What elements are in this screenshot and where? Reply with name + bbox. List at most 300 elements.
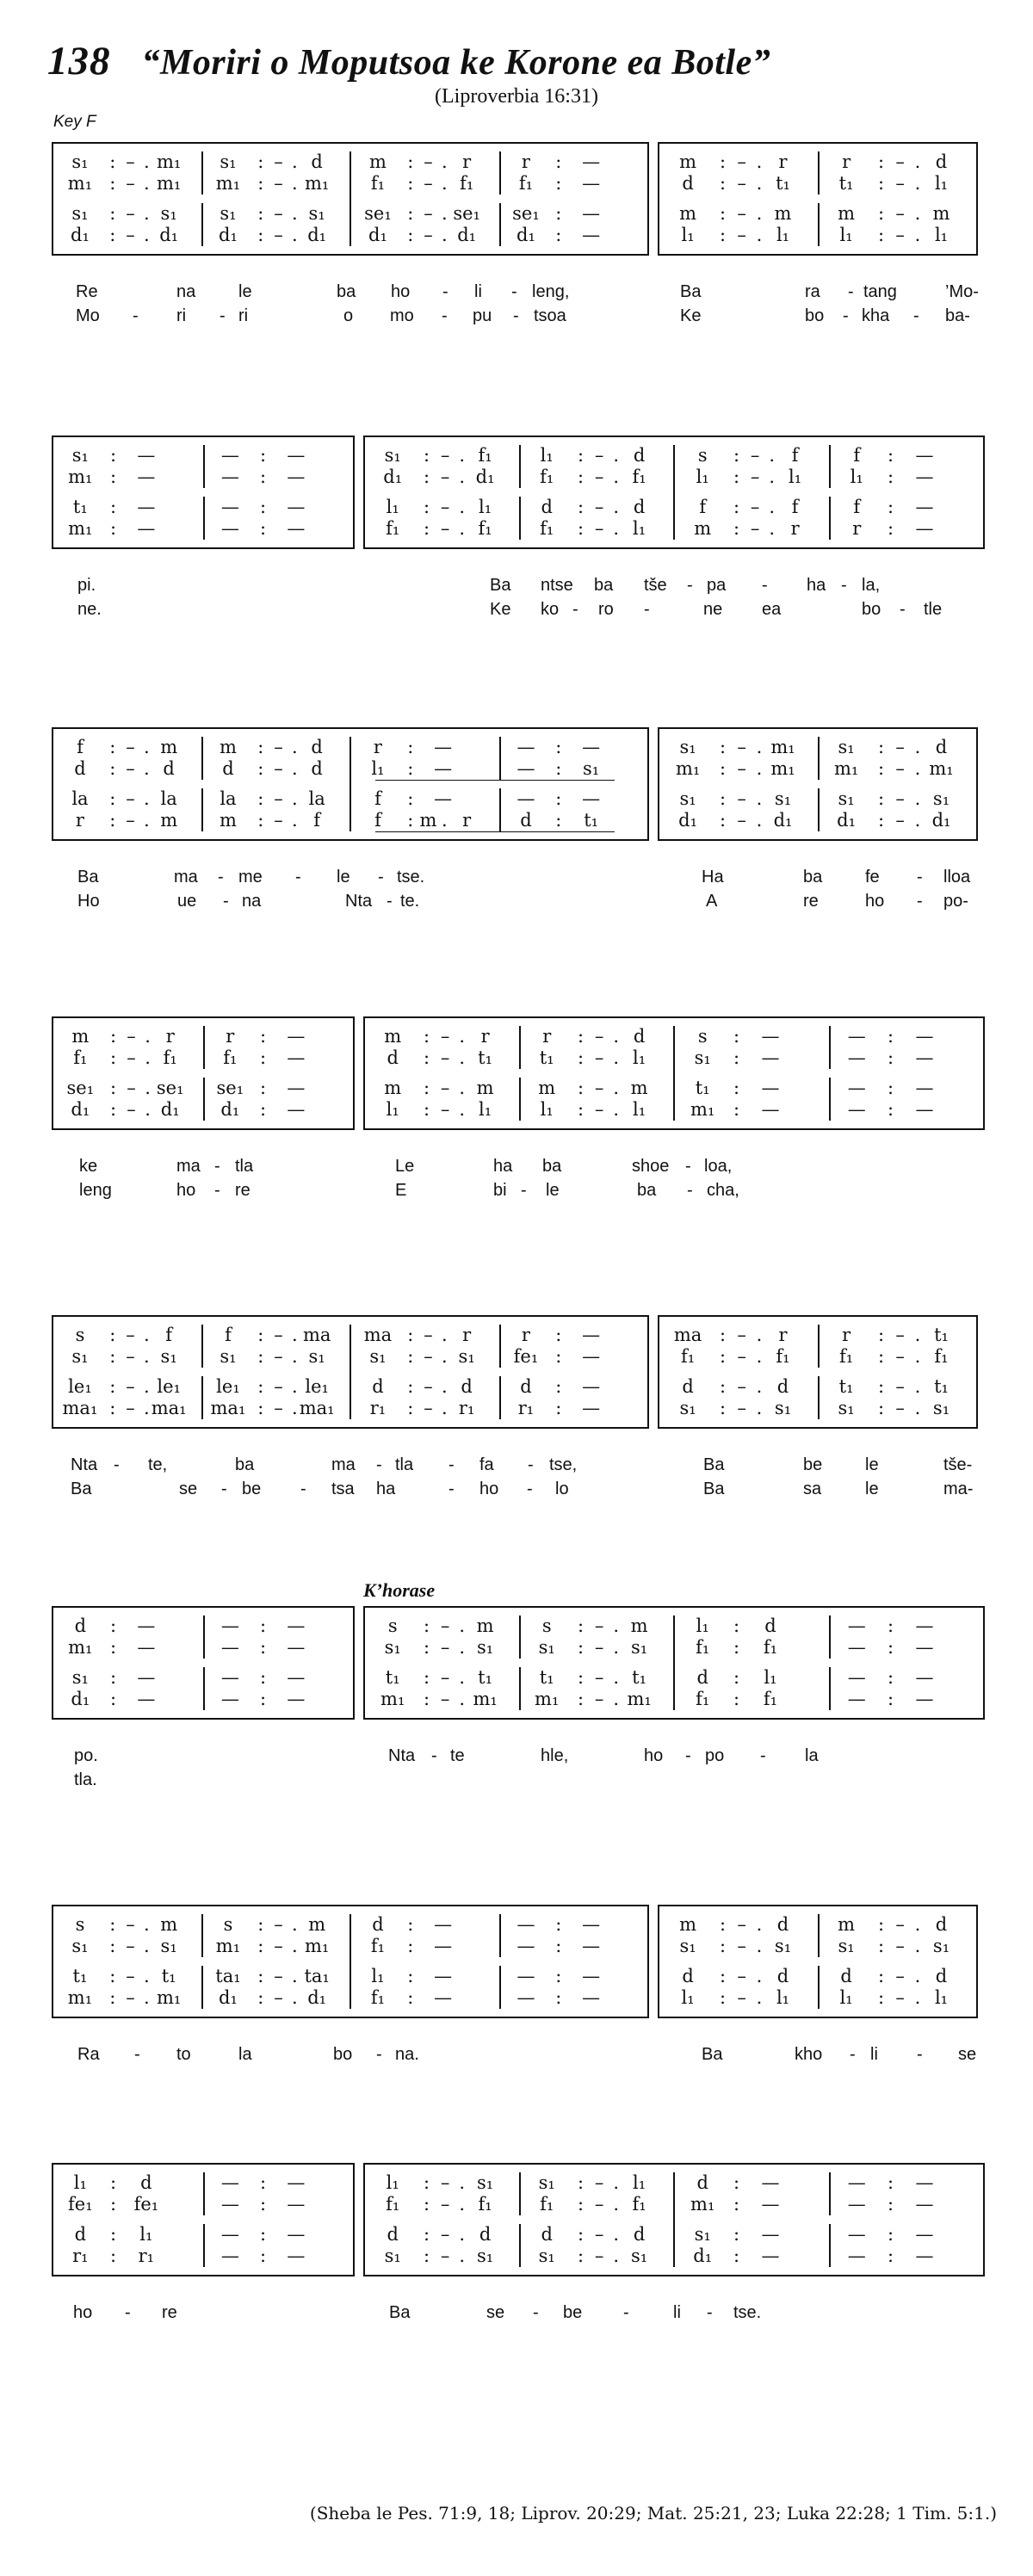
note-token: s₁ (694, 2224, 711, 2245)
note-token: f₁ (540, 2194, 554, 2215)
note-token: d (633, 1026, 646, 1047)
note-token: — (582, 225, 601, 245)
note-token: – (274, 1936, 283, 1956)
voice-pair (829, 1078, 983, 1121)
measure-cell (519, 445, 675, 540)
note-token: t₁ (539, 1047, 554, 1068)
note-token: – (895, 151, 905, 172)
lyric-syllable: ba (594, 576, 614, 595)
note-token: fe₁ (68, 2194, 93, 2215)
note-token: – (126, 758, 135, 779)
voice-row (829, 2224, 983, 2246)
note-token: — (761, 2246, 780, 2266)
note-token: l₁ (696, 1615, 709, 1636)
voice-row (519, 1637, 673, 1659)
voice-row (201, 788, 349, 810)
voice-row (365, 2172, 519, 2194)
measure-cell (201, 151, 351, 246)
note-token: . (292, 1987, 298, 2008)
note-token: l₁ (776, 1987, 790, 2008)
voice-row (351, 737, 499, 758)
note-token: : (260, 1637, 267, 1658)
lyric-syllable: me (238, 868, 263, 886)
voice-row (201, 1325, 349, 1346)
note-token: f₁ (478, 2194, 492, 2215)
voice-pair (53, 2172, 205, 2215)
lyric-syllable: be (242, 1480, 262, 1498)
voice-pair (499, 788, 647, 831)
note-token: d (541, 497, 553, 517)
lyric-syllable: tše (644, 576, 667, 595)
note-token: – (594, 466, 604, 487)
note-token: s₁ (679, 1936, 696, 1956)
lyric-syllable: Ra (77, 2045, 100, 2064)
voice-pair (499, 1966, 647, 2009)
voice-pair (829, 1615, 983, 1659)
hymn-number: 138 (47, 39, 111, 83)
note-token: – (127, 1078, 136, 1098)
voice-row (818, 1966, 976, 1987)
note-token: : (257, 173, 264, 194)
note-token: . (144, 1325, 150, 1345)
measure-cell (829, 2172, 983, 2267)
lyric-syllable: - (134, 2045, 140, 2064)
note-token: – (895, 225, 905, 245)
note-token: : (424, 497, 430, 517)
system-boxes (52, 436, 990, 549)
note-token: — (434, 1987, 453, 2008)
note-token: : (555, 1325, 562, 1345)
note-token: – (594, 1615, 604, 1636)
note-token: . (914, 810, 921, 831)
note-token: s (697, 1026, 708, 1047)
lyric-syllable: tse, (549, 1455, 578, 1474)
voice-row (675, 518, 829, 540)
lyric-syllable: te. (400, 892, 420, 911)
note-token: m₁ (675, 758, 701, 779)
lyric-syllable: ba (637, 1181, 657, 1200)
voice-row (53, 2194, 203, 2215)
voice-pair (365, 1615, 521, 1659)
note-token: : (888, 1078, 894, 1098)
lyric-syllable: le (337, 868, 350, 886)
voice-row (201, 810, 349, 831)
measure-cell (675, 1026, 829, 1121)
system-boxes (52, 1905, 990, 2018)
note-token: . (756, 1376, 763, 1397)
note-token: : (257, 788, 264, 809)
note-token: t₁ (161, 1966, 176, 1986)
voice-pair (201, 737, 349, 780)
voice-row (53, 758, 201, 780)
voice-pair (499, 1325, 647, 1368)
voice-row (675, 1047, 829, 1069)
note-token: : (733, 1689, 740, 1709)
voice-pair (53, 1376, 203, 1419)
note-token: ta₁ (215, 1966, 241, 1986)
voice-row (499, 1346, 647, 1368)
phrase-box (363, 2163, 985, 2276)
measure-cell (365, 1615, 519, 1710)
note-token: — (220, 2246, 239, 2266)
note-token: : (733, 1078, 740, 1098)
note-token: d (372, 1376, 384, 1397)
note-token: s₁ (220, 151, 237, 172)
note-token: r (790, 518, 800, 539)
voice-row (53, 518, 203, 540)
lyrics-line (52, 1181, 1033, 1203)
note-token: – (737, 225, 746, 245)
note-token: d (163, 758, 175, 779)
lyric-syllable: be (803, 1455, 823, 1474)
note-token: s₁ (477, 2172, 494, 2193)
note-token: – (737, 1936, 746, 1956)
lyric-syllable: ba- (945, 306, 970, 325)
lyric-syllable: - (387, 892, 393, 911)
note-token: r (842, 1325, 851, 1345)
voice-pair (351, 203, 501, 246)
voice-row (365, 1637, 519, 1659)
note-token: . (756, 1966, 763, 1986)
note-token: . (756, 1914, 763, 1935)
note-token: : (424, 2172, 430, 2193)
voice-row (351, 1398, 499, 1419)
note-token: . (459, 1047, 466, 1068)
lyric-syllable: - (685, 1157, 691, 1176)
note-token: . (769, 497, 776, 517)
note-token: t₁ (72, 497, 88, 517)
note-token: m (384, 1026, 402, 1047)
lyric-syllable: bo (333, 2045, 353, 2064)
lyric-syllable: be (563, 2303, 583, 2322)
note-token: – (594, 2224, 604, 2245)
note-token: s₁ (220, 203, 237, 224)
note-token: — (434, 788, 453, 809)
note-token: : (578, 445, 585, 466)
music-system-3 (52, 727, 990, 911)
lyrics-line (52, 2303, 1033, 2326)
note-token: – (440, 1026, 450, 1047)
note-token: le₁ (68, 1376, 92, 1397)
note-token: d (74, 758, 86, 779)
note-token: : (555, 1376, 562, 1397)
note-token: d₁ (383, 466, 403, 487)
note-token: d (633, 497, 646, 517)
note-token: : (578, 466, 585, 487)
note-token: : (878, 1966, 885, 1986)
note-token: – (424, 151, 433, 172)
note-token: : (878, 203, 885, 224)
note-token: : (720, 788, 727, 809)
note-token: f (853, 497, 861, 517)
note-token: : (720, 810, 727, 831)
note-token: le₁ (305, 1376, 329, 1397)
note-token: f₁ (763, 1689, 778, 1709)
note-token: : (878, 225, 885, 245)
note-token: s₁ (71, 1346, 89, 1367)
voice-pair (659, 1376, 820, 1419)
note-token: — (915, 1615, 934, 1636)
note-token: : (555, 737, 562, 757)
note-token: : (733, 1099, 740, 1120)
voice-row (53, 173, 201, 195)
voice-pair (351, 1376, 501, 1419)
note-token: s₁ (679, 737, 696, 757)
note-token: – (424, 1398, 433, 1418)
lyric-syllable: Ho (77, 892, 100, 911)
lyric-syllable: li (870, 2045, 878, 2064)
voice-row (659, 1398, 818, 1419)
voice-pair (351, 151, 501, 195)
note-token: – (274, 151, 283, 172)
note-token: d (764, 1615, 776, 1636)
voice-row (499, 1914, 647, 1936)
note-token: – (440, 2194, 450, 2215)
note-token: . (756, 810, 763, 831)
note-token: r₁ (458, 1398, 475, 1418)
note-token: : (720, 151, 727, 172)
note-token: – (440, 1047, 450, 1068)
voice-row (53, 225, 201, 246)
note-token: : (260, 497, 267, 517)
voice-pair (675, 1026, 831, 1069)
note-token: d (222, 758, 234, 779)
voice-pair (499, 1376, 647, 1419)
voice-pair (53, 1966, 203, 2009)
measure-cell (365, 1026, 519, 1121)
note-token: r (778, 1325, 788, 1345)
note-token: : (424, 1667, 430, 1688)
note-token: — (847, 1637, 866, 1658)
voice-pair (675, 445, 831, 488)
note-token: . (914, 1914, 921, 1935)
note-token: — (220, 497, 239, 517)
note-token: – (594, 1078, 604, 1098)
note-token: m₁ (156, 173, 182, 194)
voice-row (829, 1026, 983, 1047)
note-token: : (578, 1078, 585, 1098)
lyric-syllable: ri (176, 306, 187, 325)
note-token: m (219, 737, 237, 757)
chorus-label: K’horase (363, 1579, 436, 1601)
note-token: . (914, 225, 921, 245)
voice-pair (675, 1615, 831, 1659)
voice-row (53, 1376, 201, 1398)
note-token: f₁ (632, 466, 646, 487)
voice-row (519, 1667, 673, 1689)
note-token: s₁ (308, 203, 325, 224)
note-token: . (145, 1099, 151, 1120)
note-token: l₁ (850, 466, 863, 487)
note-token: r (75, 810, 84, 831)
note-token: d₁ (219, 225, 238, 245)
note-token: : (733, 2194, 740, 2215)
note-token: ma₁ (62, 1398, 98, 1418)
measure-cell (675, 445, 829, 540)
voice-pair (365, 1078, 521, 1121)
footer-reference: (Sheba le Pes. 71:9, 18; Liprov. 20:29; Mat. 25:21, 23; Luka 22:28; 1 Tim. 5:1.) (309, 2503, 997, 2523)
voice-row (53, 1914, 201, 1936)
note-token: f₁ (776, 1346, 790, 1367)
measure-cell (519, 2172, 675, 2267)
lyric-syllable: - (378, 868, 384, 886)
note-token: – (126, 1325, 135, 1345)
note-token: — (847, 1047, 866, 1068)
note-token: – (737, 1398, 746, 1418)
note-token: m (679, 1914, 697, 1935)
note-token: – (594, 1667, 604, 1688)
note-token: : (260, 2172, 267, 2193)
measure-cell (351, 151, 499, 246)
phrase-box (52, 1016, 355, 1130)
note-token: m (219, 810, 237, 831)
lyric-syllable: ri (238, 306, 249, 325)
voice-pair (53, 151, 203, 195)
note-token: . (613, 1099, 620, 1120)
note-token: . (459, 2194, 466, 2215)
voice-row (53, 1047, 203, 1069)
note-token: . (459, 1637, 466, 1658)
note-token: – (274, 1398, 283, 1418)
note-token: : (257, 225, 264, 245)
note-token: : (555, 758, 562, 779)
lyric-syllable: ho (391, 282, 411, 301)
note-token: – (594, 518, 604, 539)
note-token: d (776, 1914, 789, 1935)
voice-row (829, 1078, 983, 1099)
voice-row (53, 1325, 201, 1346)
note-token: s₁ (774, 788, 792, 809)
lyric-syllable: se (179, 1480, 198, 1498)
note-token: f₁ (632, 2194, 646, 2215)
voice-row (203, 466, 353, 488)
lyric-syllable: leng (79, 1181, 112, 1200)
note-token: r (462, 1325, 472, 1345)
note-token: s (223, 1914, 233, 1935)
note-token: – (274, 1914, 283, 1935)
voice-row (203, 445, 353, 466)
voice-row (203, 1667, 353, 1689)
note-token: : (878, 1987, 885, 2008)
voice-row (53, 151, 201, 173)
note-token: : (578, 1026, 585, 1047)
note-token: . (756, 1936, 763, 1956)
note-token: t₁ (632, 1667, 647, 1688)
note-token: – (274, 1987, 283, 2008)
note-token: t₁ (838, 173, 854, 194)
note-token: : (555, 203, 562, 224)
voice-row (53, 466, 203, 488)
lyric-syllable: tla (395, 1455, 414, 1474)
voice-row (829, 466, 983, 488)
voice-row (829, 1667, 983, 1689)
note-token: l₁ (633, 1047, 646, 1068)
voice-pair (201, 1325, 349, 1368)
note-token: m (538, 1078, 556, 1098)
note-token: : (578, 2224, 585, 2245)
note-token: – (594, 445, 604, 466)
lyric-syllable: se (958, 2045, 977, 2064)
note-token: : (555, 788, 562, 809)
voice-row (829, 2246, 983, 2267)
note-token: f₁ (370, 1936, 386, 1956)
note-token: f₁ (73, 1047, 88, 1068)
phrase-box (52, 436, 355, 549)
note-token: s₁ (583, 758, 600, 779)
note-token: : (407, 151, 414, 172)
measure-cell (53, 1026, 203, 1121)
note-token: d (696, 1667, 708, 1688)
note-token: – (126, 737, 135, 757)
voice-row (499, 1376, 647, 1398)
lyrics-line (52, 1455, 1033, 1478)
note-token: : (424, 2224, 430, 2245)
note-token: . (442, 151, 448, 172)
note-token: . (145, 1026, 151, 1047)
voice-pair (519, 2172, 673, 2215)
note-token: – (440, 1615, 450, 1636)
voice-row (203, 1026, 353, 1047)
lyric-syllable: tse. (397, 868, 425, 886)
lyric-syllable: ro (598, 600, 614, 619)
note-token: m₁ (215, 1936, 241, 1956)
voice-row (201, 1376, 349, 1398)
note-token: : (407, 1966, 414, 1986)
note-token: : (260, 1078, 267, 1098)
note-token: m₁ (770, 758, 795, 779)
note-token: – (895, 1914, 905, 1935)
lyric-syllable: ma (174, 868, 198, 886)
lyric-syllable: na (242, 892, 262, 911)
note-token: — (516, 1966, 535, 1986)
note-token: . (292, 1936, 298, 1956)
note-token: – (737, 788, 746, 809)
note-token: – (750, 518, 760, 539)
note-token: : (555, 1346, 562, 1367)
lyric-syllable: pi. (77, 576, 96, 595)
note-token: f (77, 737, 84, 757)
note-token: – (127, 1099, 136, 1120)
voice-pair (818, 1966, 976, 2009)
note-token: . (144, 1936, 150, 1956)
note-token: d (682, 173, 694, 194)
note-token: — (582, 1966, 601, 1986)
note-token: — (582, 203, 601, 224)
voice-row (818, 1346, 976, 1368)
system-boxes (52, 142, 990, 256)
note-token: : (109, 1346, 116, 1367)
voice-pair (519, 1667, 673, 1710)
note-token: : (424, 1078, 430, 1098)
voice-row (201, 203, 349, 225)
note-token: – (126, 788, 135, 809)
note-token: – (594, 2246, 604, 2266)
note-token: d₁ (219, 1987, 238, 2008)
note-token: – (274, 1376, 283, 1397)
note-token: : (110, 497, 117, 517)
note-token: r (462, 151, 472, 172)
note-token: . (613, 2194, 620, 2215)
note-token: — (847, 1689, 866, 1709)
note-token: : (110, 518, 117, 539)
note-token: — (220, 2194, 239, 2215)
voice-pair (53, 203, 203, 246)
note-token: : (720, 1987, 727, 2008)
note-token: . (144, 1914, 150, 1935)
measure-cell (499, 737, 647, 831)
note-token: : (720, 1936, 727, 1956)
note-token: r (778, 151, 788, 172)
